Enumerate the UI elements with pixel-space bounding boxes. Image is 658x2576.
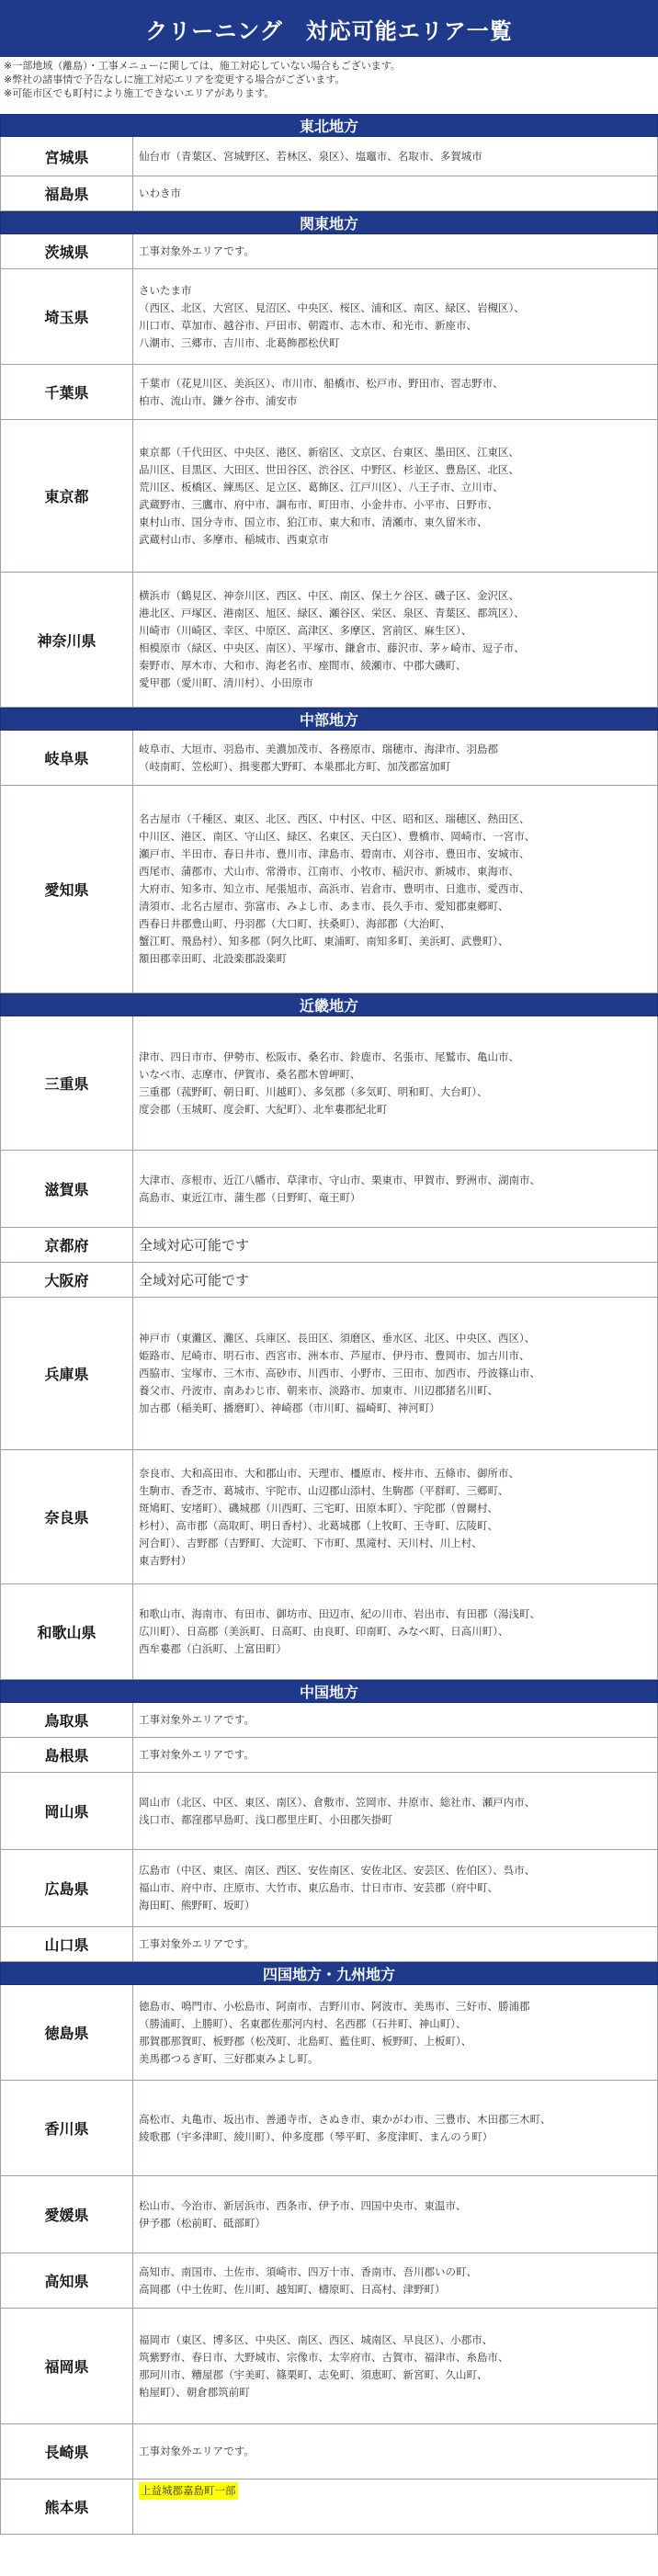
note-line: ※可能市区でも町村により施工できないエリアがあります。 (4, 87, 275, 99)
area-line: 東村山市、国分寺市、国立市、狛江市、東大和市、清瀬市、東久留米市、 (139, 515, 488, 528)
area-line: さいたま市 (139, 283, 192, 297)
prefecture-name: 京都府 (1, 1228, 133, 1262)
area-line: （西区、北区、大宮区、見沼区、中央区、桜区、浦和区、南区、緑区、岩槻区）、 (139, 301, 525, 314)
area-list (133, 731, 657, 785)
prefecture-row (0, 731, 658, 786)
area-line: 津市、四日市市、伊勢市、松阪市、桑名市、鈴鹿市、名張市、尾鷲市、亀山市、 (139, 1050, 519, 1063)
prefecture-name: 島根県 (1, 1738, 133, 1772)
area-line: 仙台市（青葉区、宮城野区、若林区、泉区）、塩竈市、名取市、多賀城市 (139, 149, 482, 163)
region-header: 近畿地方 (0, 993, 658, 1016)
area-line: 西春日井郡豊山町、丹羽郡（大口町、扶桑町）、海部郡（大治町、 (139, 917, 451, 930)
area-list (133, 1263, 657, 1297)
prefecture-name: 愛知県 (1, 786, 133, 993)
area-line: 徳島市、鳴門市、小松島市、阿南市、吉野川市、阿波市、美馬市、三好市、勝浦郡 (139, 1999, 530, 2013)
area-list (133, 234, 657, 268)
prefecture-row (0, 1151, 658, 1228)
area-list (133, 2253, 657, 2308)
area-list (133, 1298, 657, 1449)
area-line: 西脇市、宝塚市、三木市、高砂市、川西市、小野市、三田市、加西市、丹波篠山市、 (139, 1367, 540, 1379)
area-list (133, 1703, 657, 1737)
prefecture-name: 東京都 (1, 420, 133, 572)
area-list (133, 573, 657, 707)
area-list (133, 1584, 657, 1679)
area-line: 八潮市、三郷市、吉川市、北葛飾郡松伏町 (139, 335, 340, 349)
area-line: 武蔵野市、三鷹市、府中市、調布市、町田市、小金井市、小平市、日野市、 (139, 497, 498, 511)
title-banner (0, 0, 658, 57)
area-line: 高岡郡（中土佐町、佐川町、越知町、檮原町、日高村、津野町） (139, 2282, 446, 2296)
area-list (133, 2309, 657, 2423)
area-line: 那珂川市、糟屋郡（宇美町、篠栗町、志免町、須恵町、新宮町、久山町、 (139, 2367, 488, 2381)
prefecture-row (0, 1263, 658, 1298)
prefecture-row (0, 2253, 658, 2309)
area-line: 斑鳩町、安堵町）、磯城郡（川西町、三宅町、田原本町）、宇陀郡（曽爾村、 (139, 1501, 498, 1515)
prefecture-row (0, 365, 658, 420)
prefecture-name: 滋賀県 (1, 1151, 133, 1227)
area-line: 岡山市（北区、中区、東区、南区）、倉敷市、笠岡市、井原市、総社市、瀬戸内市、 (139, 1795, 536, 1809)
area-line: （岐南町、笠松町）、揖斐郡大野町、本巣郡北方町、加茂郡富加町 (139, 759, 451, 773)
prefecture-row (0, 2480, 658, 2535)
area-line: （勝浦町、上勝町）、名東郡佐那河内村、名西郡（石井町、神山町）、 (139, 2016, 467, 2030)
area-line: 杉村）、高市郡（高取町、明日香村）、北葛城郡（上牧町、王寺町、広陵町、 (139, 1518, 498, 1532)
area-line: 三重郡（菰野町、朝日町、川越町）、多気郡（多気町、明和町、大台町）、 (139, 1084, 488, 1098)
prefecture-row (0, 1985, 658, 2081)
note-line: ※一部地域（離島）・工事メニューに関しては、施工対応していない場合もございます。 (4, 60, 401, 72)
area-list (133, 1450, 657, 1583)
prefecture-name: 埼玉県 (1, 269, 133, 364)
area-list (133, 1773, 657, 1849)
area-line: 全域対応可能です (139, 1236, 250, 1254)
area-line: 愛甲郡（愛川町、清川村）、小田原市 (139, 676, 313, 689)
area-list (133, 1850, 657, 1926)
area-line: 秦野市、厚木市、大和市、海老名市、座間市、綾瀬市、中郡大磯町、 (139, 659, 467, 672)
prefecture-row (0, 137, 658, 176)
area-line: 松山市、今治市、新居浜市、西条市、伊予市、四国中央市、東温市、 (139, 2198, 467, 2212)
area-line: 武蔵村山市、多摩市、稲城市、西東京市 (139, 532, 329, 546)
area-line: 和歌山市、海南市、有田市、御坊市、田辺市、紀の川市、岩出市、有田郡（湯浅町、 (139, 1607, 540, 1620)
area-line: 福岡市（東区、博多区、中央区、南区、西区、城南区、早良区）、小郡市、 (139, 2332, 493, 2346)
area-line (139, 2482, 652, 2500)
area-line: 品川区、目黒区、大田区、世田谷区、渋谷区、中野区、杉並区、豊島区、北区、 (139, 462, 519, 476)
area-list (133, 269, 657, 364)
area-line: 工事対象外エリアです。 (139, 1713, 255, 1726)
area-list (133, 1016, 657, 1150)
prefecture-name: 千葉県 (1, 365, 133, 419)
area-line: 岐阜市、大垣市、羽島市、美濃加茂市、各務原市、瑞穂市、海津市、羽島郡 (139, 742, 498, 755)
notes (4, 59, 654, 100)
area-line: 生駒市、香芝市、葛城市、宇陀市、山辺郡山添村、生駒郡（平群町、三郷町、 (139, 1483, 509, 1497)
area-line: 大府市、知多市、知立市、尾張旭市、高浜市、岩倉市、豊明市、日進市、愛西市、 (139, 882, 530, 895)
prefecture-row (0, 1450, 658, 1584)
prefecture-row (0, 573, 658, 708)
area-line: 東京都（千代田区、中央区、港区、新宿区、文京区、台東区、墨田区、江東区、 (139, 445, 519, 459)
prefecture-name: 徳島県 (1, 1985, 133, 2080)
area-list (133, 365, 657, 419)
page-title: クリーニング 対応可能エリア一覧 (145, 17, 513, 44)
area-line: 河合町）、吉野郡（吉野町、大淀町、下市町、黒滝村、天川村、川上村、 (139, 1536, 482, 1549)
area-list (133, 2176, 657, 2253)
area-line: 度会郡（玉城町、度会町、大紀町）、北牟婁郡紀北町 (139, 1102, 388, 1116)
area-list (133, 1927, 657, 1961)
area-list (133, 1151, 657, 1227)
area-list (133, 2480, 657, 2534)
prefecture-row (0, 234, 658, 269)
area-line: 養父市、丹波市、南あわじ市、朝来市、淡路市、加東市、川辺郡猪名川町、 (139, 1384, 498, 1397)
area-list (133, 1228, 657, 1262)
area-line: 中川区、港区、南区、守山区、緑区、名東区、天白区）、豊橋市、岡崎市、一宮市、 (139, 830, 536, 843)
prefecture-row (0, 420, 658, 573)
prefecture-name: 愛媛県 (1, 2176, 133, 2253)
area-list (133, 137, 657, 176)
area-line: 柏市、流山市、鎌ケ谷市、浦安市 (139, 393, 298, 407)
prefecture-name: 熊本県 (1, 2480, 133, 2534)
prefecture-name: 和歌山県 (1, 1584, 133, 1679)
prefecture-name: 神奈川県 (1, 573, 133, 707)
area-line: 加古郡（稲美町、播磨町）、神崎郡（市川町、福崎町、神河町） (139, 1401, 440, 1414)
prefecture-row (0, 1850, 658, 1927)
area-line: 工事対象外エリアです。 (139, 1937, 255, 1950)
area-line: 清須市、北名古屋市、弥富市、みよし市、あま市、長久手市、愛知郡東郷町、 (139, 900, 509, 913)
area-line: 高松市、丸亀市、坂出市、善通寺市、さぬき市、東かがわ市、三豊市、木田郡三木町、 (139, 2112, 551, 2126)
prefecture-name: 広島県 (1, 1850, 133, 1926)
prefecture-row (0, 1298, 658, 1450)
area-line: いわき市 (139, 187, 181, 199)
prefecture-name: 長崎県 (1, 2424, 133, 2479)
area-line: 西牟婁郡（白浜町、上富田町） (139, 1642, 287, 1655)
prefecture-row (0, 1016, 658, 1151)
prefecture-row (0, 1927, 658, 1962)
area-line: 額田郡幸田町、北設楽郡設楽町 (139, 952, 287, 965)
prefecture-row (0, 2424, 658, 2480)
prefecture-row (0, 1703, 658, 1738)
area-list (133, 1738, 657, 1772)
area-line: 東吉野村） (139, 1553, 192, 1567)
area-list (133, 786, 657, 993)
region-header: 中国地方 (0, 1680, 658, 1703)
area-list (133, 176, 657, 210)
area-line: 横浜市（鶴見区、神奈川区、西区、中区、南区、保土ケ谷区、磯子区、金沢区、 (139, 589, 519, 602)
prefecture-name: 大阪府 (1, 1263, 133, 1297)
area-line: 工事対象外エリアです。 (139, 244, 255, 257)
area-line: 工事対象外エリアです。 (139, 2445, 255, 2457)
prefecture-name: 福島県 (1, 176, 133, 210)
prefecture-row (0, 786, 658, 993)
prefecture-name: 三重県 (1, 1016, 133, 1150)
prefecture-name: 岡山県 (1, 1773, 133, 1849)
area-line: 高島市、東近江市、蒲生郡（日野町、竜王町） (139, 1190, 361, 1204)
area-line: 広島市（中区、東区、南区、西区、安佐南区、安佐北区、安芸区、佐伯区）、呉市、 (139, 1864, 536, 1877)
area-list (133, 2424, 657, 2479)
area-line: 相模原市（緑区、中央区、南区）、平塚市、鎌倉市、藤沢市、茅ヶ崎市、逗子市、 (139, 641, 525, 654)
prefecture-row (0, 2309, 658, 2424)
prefecture-name: 宮城県 (1, 137, 133, 176)
region-header: 中部地方 (0, 708, 658, 731)
area-line: 粕屋町）、朝倉郡筑前町 (139, 2385, 250, 2399)
prefecture-name: 香川県 (1, 2081, 133, 2175)
area-line: 千葉市（花見川区、美浜区）、市川市、船橋市、松戸市、野田市、習志野市、 (139, 376, 504, 390)
area-list (133, 1985, 657, 2080)
area-line: 全域対応可能です (139, 1271, 250, 1288)
prefecture-row (0, 2176, 658, 2253)
area-line: 高知市、南国市、土佐市、須崎市、四万十市、香南市、吾川郡いの町、 (139, 2264, 477, 2278)
prefecture-name: 岐阜県 (1, 731, 133, 785)
prefecture-row (0, 1584, 658, 1680)
region-header: 関東地方 (0, 211, 658, 234)
prefecture-name: 山口県 (1, 1927, 133, 1961)
area-line: 荒川区、板橋区、練馬区、足立区、葛飾区、江戸川区）、八王子市、立川市、 (139, 480, 504, 494)
area-line: 姫路市、尼崎市、明石市、西宮市、洲本市、芦屋市、伊丹市、豊岡市、加古川市、 (139, 1349, 530, 1362)
prefecture-row (0, 1773, 658, 1850)
area-line: 大津市、彦根市、近江八幡市、草津市、守山市、栗東市、甲賀市、野洲市、湖南市、 (139, 1173, 540, 1186)
prefecture-name: 福岡県 (1, 2309, 133, 2423)
area-line: 筑紫野市、春日市、大野城市、宗像市、太宰府市、古賀市、福津市、糸島市、 (139, 2350, 509, 2364)
area-line: 川口市、草加市、越谷市、戸田市、朝霞市、志木市、和光市、新座市、 (139, 318, 477, 332)
area-line: 名古屋市（千種区、東区、北区、西区、中村区、中区、昭和区、瑞穂区、熱田区、 (139, 812, 530, 825)
region-header: 東北地方 (0, 114, 658, 137)
prefecture-name: 兵庫県 (1, 1298, 133, 1449)
prefecture-row (0, 269, 658, 365)
area-line: 蟹江町、飛島村）、知多郡（阿久比町、東浦町、南知多町、美浜町、武豊町）、 (139, 935, 509, 948)
prefecture-name: 高知県 (1, 2253, 133, 2308)
highlighted-area: 上益城郡嘉島町一部 (139, 2482, 238, 2500)
area-line: 神戸市（東灘区、灘区、兵庫区、長田区、須磨区、垂水区、北区、中央区、西区）、 (139, 1332, 536, 1345)
area-line: 広川町）、日高郡（美浜町、日高町、由良町、印南町、みなべ町、日高川町）、 (139, 1625, 509, 1638)
prefecture-row (0, 1228, 658, 1263)
area-line: いなべ市、志摩市、伊賀市、桑名郡木曽岬町、 (139, 1067, 361, 1081)
prefecture-row (0, 1738, 658, 1773)
area-line: 綾歌郡（宇多津町、綾川町）、仲多度郡（琴平町、多度津町、まんのう町） (139, 2129, 493, 2143)
prefecture-row (0, 176, 658, 211)
area-line: 美馬郡つるぎ町、三好郡東みよし町。 (139, 2051, 319, 2065)
area-line: 港北区、戸塚区、港南区、旭区、緑区、瀬谷区、栄区、泉区、青葉区、都筑区）、 (139, 607, 525, 619)
area-line: 奈良市、大和高田市、大和郡山市、天理市、橿原市、桜井市、五條市、御所市、 (139, 1466, 519, 1480)
area-line: 西尾市、蒲郡市、犬山市、常滑市、江南市、小牧市、稲沢市、新城市、東海市、 (139, 865, 519, 878)
prefecture-name: 鳥取県 (1, 1703, 133, 1737)
prefecture-row (0, 2081, 658, 2176)
area-line: 工事対象外エリアです。 (139, 1748, 255, 1761)
prefecture-name: 茨城県 (1, 234, 133, 268)
area-line: 那賀郡那賀町、板野郡（松茂町、北島町、藍住町、板野町、上板町）、 (139, 2034, 472, 2048)
area-line: 伊予郡（松前町、砥部町） (139, 2216, 266, 2230)
region-header: 四国地方・九州地方 (0, 1962, 658, 1985)
prefecture-name: 奈良県 (1, 1450, 133, 1583)
area-line: 海田町、熊野町、坂町） (139, 1899, 255, 1912)
area-table (0, 114, 658, 2535)
area-line: 浅口市、都窪郡早島町、浅口郡里庄町、小田郡矢掛町 (139, 1812, 392, 1826)
note-line: ※弊社の諸事情で予告なしに施工対応エリアを変更する場合がございます。 (4, 74, 346, 85)
area-line: 川崎市（川崎区、幸区、中原区、高津区、多摩区、宮前区、麻生区）、 (139, 624, 472, 637)
area-list (133, 420, 657, 572)
area-line: 瀬戸市、半田市、春日井市、豊川市、津島市、碧南市、刈谷市、豊田市、安城市、 (139, 847, 530, 860)
area-line: 福山市、府中市、庄原市、大竹市、東広島市、廿日市市、安芸郡（府中町、 (139, 1881, 498, 1894)
area-list (133, 2081, 657, 2175)
